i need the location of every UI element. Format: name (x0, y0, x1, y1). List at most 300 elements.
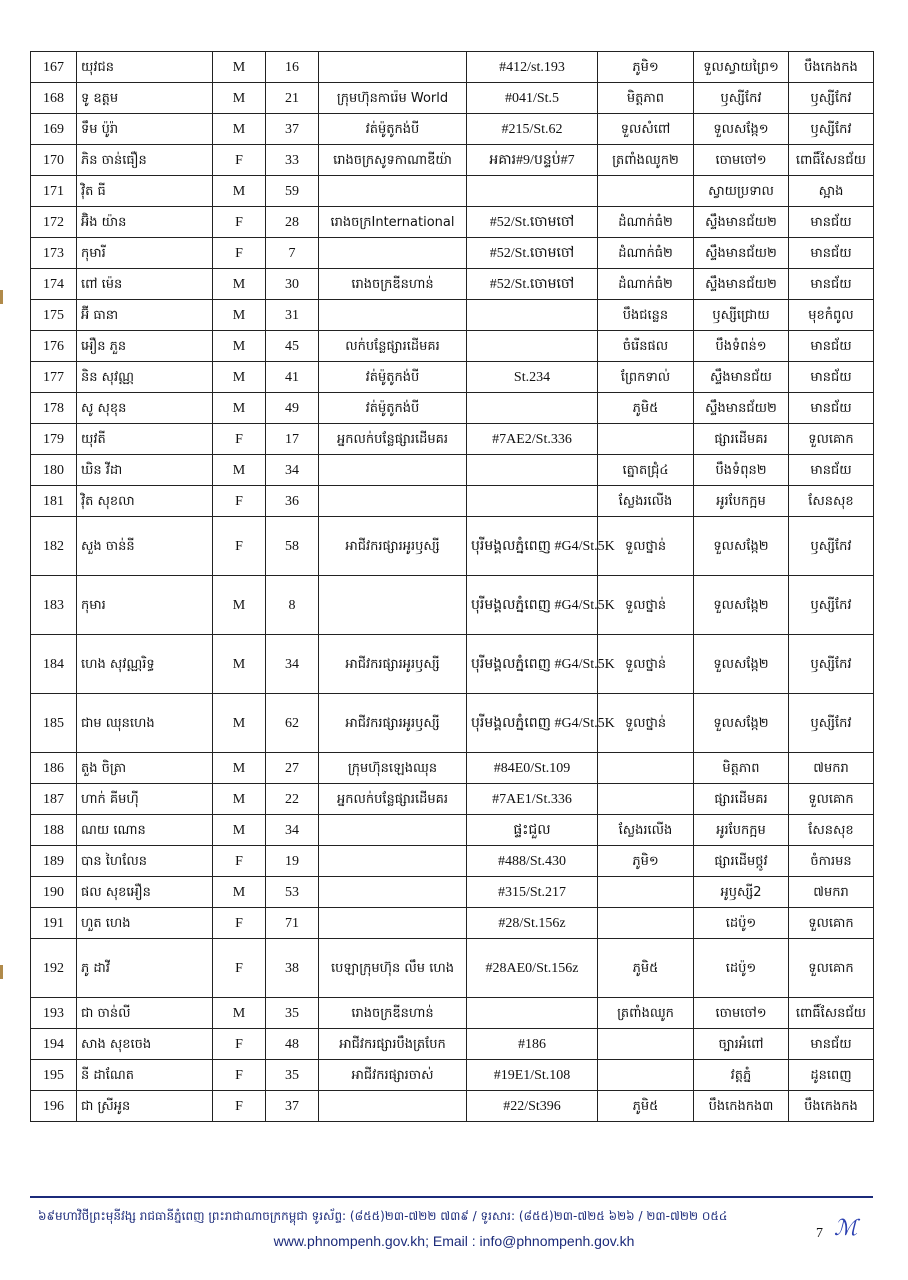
person-name: នី ដាណែត (77, 1060, 213, 1091)
person-name: បាន ហៃលែន (77, 846, 213, 877)
commune-cell: បឹងទំពន់១ (694, 331, 789, 362)
sex-cell: F (213, 238, 266, 269)
house-address-cell (467, 455, 598, 486)
house-address-cell: #84E0/St.109 (467, 753, 598, 784)
district-cell: មានជ័យ (789, 331, 874, 362)
table-row (31, 753, 874, 784)
occupation-cell: ក្រុមហ៊ុនការ៉េម World (319, 83, 467, 114)
person-name: ផល សុខអឿន (77, 877, 213, 908)
commune-cell: ទួលស្វាយព្រៃ១ (694, 52, 789, 83)
commune-cell: ទួលសង្កែ២ (694, 576, 789, 635)
district-cell: ចំការមន (789, 846, 874, 877)
row-number: 184 (31, 635, 77, 694)
registry-table (30, 51, 874, 1122)
row-number: 181 (31, 486, 77, 517)
person-name: សាង សុខចេង (77, 1029, 213, 1060)
house-address-cell: #52/St.ចោមចៅ (467, 207, 598, 238)
sex-cell: F (213, 1060, 266, 1091)
district-cell: ពោធិ៍សែនជ័យ (789, 145, 874, 176)
person-name: អឿន ភួន (77, 331, 213, 362)
age-cell: 34 (266, 455, 319, 486)
table-row (31, 362, 874, 393)
occupation-cell (319, 176, 467, 207)
age-cell: 59 (266, 176, 319, 207)
commune-cell: ផ្សារដើមគរ (694, 784, 789, 815)
district-cell: ដូនពេញ (789, 1060, 874, 1091)
house-address-cell: #22/St396 (467, 1091, 598, 1122)
occupation-cell: រោងចក្រសូទកាណាឌីយ៉ា (319, 145, 467, 176)
age-cell: 19 (266, 846, 319, 877)
village-cell: ដំណាក់ធំ២ (598, 238, 694, 269)
house-address-cell: #52/St.ចោមចៅ (467, 269, 598, 300)
age-cell: 31 (266, 300, 319, 331)
age-cell: 62 (266, 694, 319, 753)
sex-cell: M (213, 753, 266, 784)
district-cell: មានជ័យ (789, 362, 874, 393)
village-cell (598, 908, 694, 939)
person-name: ជាម ឈុនហេង (77, 694, 213, 753)
table-row (31, 331, 874, 362)
occupation-cell (319, 846, 467, 877)
district-cell: មានជ័យ (789, 269, 874, 300)
district-cell: ឫស្សីកែវ (789, 517, 874, 576)
occupation-cell: អាជីវករផ្សារអូរឫស្សី (319, 517, 467, 576)
village-cell: ភូមិ១ (598, 52, 694, 83)
age-cell: 35 (266, 1060, 319, 1091)
person-name: វ៉ិត ធី (77, 176, 213, 207)
handwritten-initials: ℳ (834, 1216, 858, 1241)
sex-cell: M (213, 576, 266, 635)
table-row (31, 300, 874, 331)
commune-cell: ស្វាយប្រទាល (694, 176, 789, 207)
district-cell: មុខកំពូល (789, 300, 874, 331)
row-number: 172 (31, 207, 77, 238)
table-row (31, 455, 874, 486)
commune-cell: ដេប៉ូ១ (694, 908, 789, 939)
row-number: 187 (31, 784, 77, 815)
district-cell: ពោធិ៍សែនជ័យ (789, 998, 874, 1029)
person-name: ភិន ចាន់ធឿន (77, 145, 213, 176)
age-cell: 58 (266, 517, 319, 576)
house-address-cell: #315/St.217 (467, 877, 598, 908)
person-name: តួង ចិត្រា (77, 753, 213, 784)
commune-cell: ស្ទឹងមានជ័យ២ (694, 238, 789, 269)
person-name: ឃិន វីដា (77, 455, 213, 486)
commune-cell: បឹងទំពុន២ (694, 455, 789, 486)
row-number: 176 (31, 331, 77, 362)
house-address-cell (467, 176, 598, 207)
district-cell: ឫស្សីកែវ (789, 83, 874, 114)
table-row (31, 1091, 874, 1122)
occupation-cell: វត់ម៉ូតូកង់បី (319, 114, 467, 145)
village-cell: ត្រពាំងឈូក២ (598, 145, 694, 176)
left-edge-mark (0, 965, 3, 979)
house-address-cell: #7AE2/St.336 (467, 424, 598, 455)
house-address-cell: #041/St.5 (467, 83, 598, 114)
table-row (31, 176, 874, 207)
person-name: ជា ចាន់លី (77, 998, 213, 1029)
occupation-cell: បេឡាក្រុមហ៊ុន លឹម ហេង (319, 939, 467, 998)
village-cell (598, 784, 694, 815)
table-row (31, 1060, 874, 1091)
table-row (31, 576, 874, 635)
row-number: 188 (31, 815, 77, 846)
row-number: 192 (31, 939, 77, 998)
row-number: 180 (31, 455, 77, 486)
age-cell: 21 (266, 83, 319, 114)
row-number: 175 (31, 300, 77, 331)
sex-cell: M (213, 269, 266, 300)
sex-cell: F (213, 207, 266, 238)
row-number: 170 (31, 145, 77, 176)
person-name: ទូ ឧត្តម (77, 83, 213, 114)
village-cell (598, 176, 694, 207)
row-number: 193 (31, 998, 77, 1029)
sex-cell: M (213, 114, 266, 145)
row-number: 186 (31, 753, 77, 784)
person-name: សូ សុខុន (77, 393, 213, 424)
age-cell: 8 (266, 576, 319, 635)
house-address-cell: បុរីមង្គលភ្នំពេញ #G4/St.5K (467, 635, 598, 694)
house-address-cell: #28AE0/St.156z (467, 939, 598, 998)
table-row (31, 815, 874, 846)
row-number: 185 (31, 694, 77, 753)
district-cell: ៧មករា (789, 877, 874, 908)
table-row (31, 939, 874, 998)
sex-cell: M (213, 176, 266, 207)
age-cell: 35 (266, 998, 319, 1029)
person-name: កុមារី (77, 238, 213, 269)
age-cell: 45 (266, 331, 319, 362)
row-number: 168 (31, 83, 77, 114)
age-cell: 34 (266, 815, 319, 846)
sex-cell: M (213, 998, 266, 1029)
footer-divider (30, 1196, 873, 1198)
age-cell: 7 (266, 238, 319, 269)
district-cell: មានជ័យ (789, 1029, 874, 1060)
commune-cell: អូឫស្សី2 (694, 877, 789, 908)
district-cell: ៧មករា (789, 753, 874, 784)
village-cell: ភូមិ៥ (598, 393, 694, 424)
sex-cell: M (213, 362, 266, 393)
sex-cell: M (213, 455, 266, 486)
house-address-cell (467, 300, 598, 331)
sex-cell: M (213, 83, 266, 114)
table-row (31, 207, 874, 238)
house-address-cell (467, 393, 598, 424)
row-number: 195 (31, 1060, 77, 1091)
row-number: 194 (31, 1029, 77, 1060)
person-name: អ៊ិង យ៉ាន (77, 207, 213, 238)
sex-cell: M (213, 815, 266, 846)
house-address-cell (467, 331, 598, 362)
house-address-cell: #186 (467, 1029, 598, 1060)
sex-cell: F (213, 846, 266, 877)
village-cell (598, 424, 694, 455)
district-cell: ឫស្សីកែវ (789, 114, 874, 145)
age-cell: 37 (266, 1091, 319, 1122)
occupation-cell (319, 877, 467, 908)
age-cell: 27 (266, 753, 319, 784)
commune-cell: ទួលសង្កែ១ (694, 114, 789, 145)
village-cell: ទួលថ្នាន់ (598, 694, 694, 753)
district-cell: បឹងកេងកង (789, 52, 874, 83)
page-number: 7 (816, 1226, 823, 1241)
row-number: 190 (31, 877, 77, 908)
occupation-cell: ក្រុមហ៊ុនឡេងឈុន (319, 753, 467, 784)
sex-cell: M (213, 877, 266, 908)
village-cell: ភូមិ៥ (598, 939, 694, 998)
village-cell: បឹងជន្លេន (598, 300, 694, 331)
row-number: 174 (31, 269, 77, 300)
age-cell: 22 (266, 784, 319, 815)
sex-cell: F (213, 424, 266, 455)
village-cell: ភូមិ៥ (598, 1091, 694, 1122)
person-name: ភូ ដាវី (77, 939, 213, 998)
sex-cell: F (213, 1029, 266, 1060)
occupation-cell: រោងចក្រឌីនហាន់ (319, 269, 467, 300)
table-row (31, 908, 874, 939)
commune-cell: វត្តភ្នំ (694, 1060, 789, 1091)
sex-cell: M (213, 300, 266, 331)
village-cell: ទួលថ្នាន់ (598, 635, 694, 694)
age-cell: 16 (266, 52, 319, 83)
occupation-cell (319, 486, 467, 517)
row-number: 177 (31, 362, 77, 393)
person-name: សួង ចាន់នី (77, 517, 213, 576)
table-row (31, 238, 874, 269)
age-cell: 34 (266, 635, 319, 694)
occupation-cell (319, 576, 467, 635)
house-address-cell (467, 998, 598, 1029)
sex-cell: F (213, 145, 266, 176)
village-cell: ត្នោតជ្រុំ៤ (598, 455, 694, 486)
occupation-cell: អាជីវករផ្សារអូរឫស្សី (319, 635, 467, 694)
table-row (31, 694, 874, 753)
commune-cell: ស្ទឹងមានជ័យ២ (694, 269, 789, 300)
village-cell: ត្រពាំងឈូក (598, 998, 694, 1029)
table-row (31, 393, 874, 424)
row-number: 196 (31, 1091, 77, 1122)
commune-cell: ច្បារអំពៅ (694, 1029, 789, 1060)
age-cell: 41 (266, 362, 319, 393)
row-number: 173 (31, 238, 77, 269)
row-number: 189 (31, 846, 77, 877)
sex-cell: F (213, 517, 266, 576)
district-cell: ទួលគោក (789, 939, 874, 998)
house-address-cell: អគារ#9/បន្ទប់#7 (467, 145, 598, 176)
house-address-cell: #488/St.430 (467, 846, 598, 877)
age-cell: 30 (266, 269, 319, 300)
village-cell: ទួលថ្នាន់ (598, 576, 694, 635)
occupation-cell: លក់បន្លែផ្សារដើមគរ (319, 331, 467, 362)
age-cell: 53 (266, 877, 319, 908)
person-name: ហាក់ គីមហ៊ី (77, 784, 213, 815)
person-name: ណយ ណោន (77, 815, 213, 846)
age-cell: 71 (266, 908, 319, 939)
table-row (31, 145, 874, 176)
table-row (31, 846, 874, 877)
district-cell: ទួលគោក (789, 908, 874, 939)
commune-cell: បឹងកេងកង៣ (694, 1091, 789, 1122)
table-row (31, 877, 874, 908)
village-cell: ទួលសំពៅ (598, 114, 694, 145)
commune-cell: ទួលសង្កែ២ (694, 694, 789, 753)
house-address-cell: បុរីមង្គលភ្នំពេញ #G4/St.5K (467, 694, 598, 753)
commune-cell: មិត្តភាព (694, 753, 789, 784)
table-row (31, 83, 874, 114)
left-edge-mark (0, 290, 3, 304)
row-number: 167 (31, 52, 77, 83)
age-cell: 37 (266, 114, 319, 145)
table-row (31, 114, 874, 145)
village-cell: ភូមិ១ (598, 846, 694, 877)
age-cell: 49 (266, 393, 319, 424)
occupation-cell: អាជីវករផ្សារចាស់ (319, 1060, 467, 1091)
occupation-cell (319, 238, 467, 269)
house-address-cell: #412/st.193 (467, 52, 598, 83)
age-cell: 33 (266, 145, 319, 176)
sex-cell: M (213, 393, 266, 424)
village-cell: ដំណាក់ធំ២ (598, 207, 694, 238)
footer-address: ៦៩មហាវិថីព្រះមុនីវង្ស រាជធានីភ្នំពេញ ព្រះរាជាណាចក្រកម្ពុជា ទូរស័ព្ទ: (៨៥៥)២៣-៧២២ ៧៣៩ / ទូរសារ: (៨៥៥)២៣-៧២៥ ៦២៦ / ២៣-៧២២ ០៥៤ (38, 1209, 728, 1223)
district-cell: មានជ័យ (789, 238, 874, 269)
house-address-cell: #28/St.156z (467, 908, 598, 939)
district-cell: ស្អាង (789, 176, 874, 207)
table-row (31, 424, 874, 455)
commune-cell: ចោមចៅ១ (694, 145, 789, 176)
village-cell: មិត្តភាព (598, 83, 694, 114)
occupation-cell: វត់ម៉ូតូកង់បី (319, 393, 467, 424)
district-cell: បឹងកេងកង (789, 1091, 874, 1122)
table-row (31, 635, 874, 694)
village-cell: ស្លែងរលើង (598, 815, 694, 846)
commune-cell: អូរបែកក្អម (694, 815, 789, 846)
table-row (31, 269, 874, 300)
occupation-cell (319, 815, 467, 846)
district-cell: ទួលគោក (789, 784, 874, 815)
house-address-cell (467, 486, 598, 517)
person-name: កុមារ (77, 576, 213, 635)
house-address-cell: បុរីមង្គលភ្នំពេញ #G4/St.5K (467, 576, 598, 635)
sex-cell: F (213, 1091, 266, 1122)
sex-cell: F (213, 486, 266, 517)
district-cell: មានជ័យ (789, 393, 874, 424)
occupation-cell: អ្នកលក់បន្លែផ្សារដើមគរ (319, 424, 467, 455)
person-name: ហេង សុវណ្ណរិទ្ធ (77, 635, 213, 694)
occupation-cell: រោងចក្រឌីនហាន់ (319, 998, 467, 1029)
commune-cell: ឫស្សីកែវ (694, 83, 789, 114)
table-row (31, 517, 874, 576)
table-row (31, 486, 874, 517)
district-cell: ឫស្សីកែវ (789, 635, 874, 694)
commune-cell: ស្ទឹងមានជ័យ២ (694, 393, 789, 424)
table-row (31, 1029, 874, 1060)
registry-sheet (30, 51, 873, 1122)
occupation-cell (319, 1091, 467, 1122)
occupation-cell (319, 52, 467, 83)
village-cell: ស្លែងរលើង (598, 486, 694, 517)
footer-contact: www.phnompenh.gov.kh; Email : info@phnompenh.gov.kh (273, 1233, 635, 1249)
district-cell: មានជ័យ (789, 455, 874, 486)
house-address-cell: #52/St.ចោមចៅ (467, 238, 598, 269)
person-name: ជា ស្រីអូន (77, 1091, 213, 1122)
occupation-cell (319, 908, 467, 939)
occupation-cell: អាជីវករផ្សារអូរឫស្សី (319, 694, 467, 753)
house-address-cell: ផ្ទះជួល (467, 815, 598, 846)
person-name: យុវជន (77, 52, 213, 83)
commune-cell: ស្ទឹងមានជ័យ (694, 362, 789, 393)
district-cell: មានជ័យ (789, 207, 874, 238)
house-address-cell: បុរីមង្គលភ្នំពេញ #G4/St.5K (467, 517, 598, 576)
age-cell: 28 (266, 207, 319, 238)
sex-cell: M (213, 694, 266, 753)
age-cell: 17 (266, 424, 319, 455)
house-address-cell: #215/St.62 (467, 114, 598, 145)
occupation-cell: អាជីវករផ្សារបឹងត្របែក (319, 1029, 467, 1060)
village-cell: ទួលថ្នាន់ (598, 517, 694, 576)
person-name: ពៅ ម៉េន (77, 269, 213, 300)
sex-cell: F (213, 939, 266, 998)
sex-cell: M (213, 331, 266, 362)
village-cell: ចំរើនផល (598, 331, 694, 362)
row-number: 191 (31, 908, 77, 939)
district-cell: សែនសុខ (789, 815, 874, 846)
commune-cell: ចោមចៅ១ (694, 998, 789, 1029)
occupation-cell: រោងចក្រInternational (319, 207, 467, 238)
age-cell: 48 (266, 1029, 319, 1060)
commune-cell: ទួលសង្កែ២ (694, 517, 789, 576)
village-cell (598, 877, 694, 908)
district-cell: ទួលគោក (789, 424, 874, 455)
age-cell: 38 (266, 939, 319, 998)
table-row (31, 784, 874, 815)
sex-cell: M (213, 52, 266, 83)
sex-cell: M (213, 784, 266, 815)
district-cell: សែនសុខ (789, 486, 874, 517)
village-cell (598, 1060, 694, 1091)
commune-cell: ផ្សារដើមថ្កូវ (694, 846, 789, 877)
row-number: 183 (31, 576, 77, 635)
district-cell: ឫស្សីកែវ (789, 576, 874, 635)
occupation-cell (319, 300, 467, 331)
sex-cell: F (213, 908, 266, 939)
registry-body (31, 52, 874, 1122)
person-name: យុវតី (77, 424, 213, 455)
commune-cell: ផ្សារដើមគរ (694, 424, 789, 455)
table-row (31, 52, 874, 83)
age-cell: 36 (266, 486, 319, 517)
commune-cell: ទួលសង្កែ២ (694, 635, 789, 694)
occupation-cell: វត់ម៉ូតូកង់បី (319, 362, 467, 393)
commune-cell: អូរបែកក្អម (694, 486, 789, 517)
table-row (31, 998, 874, 1029)
row-number: 178 (31, 393, 77, 424)
person-name: ហួត ហេង (77, 908, 213, 939)
row-number: 171 (31, 176, 77, 207)
occupation-cell: អ្នកលក់បន្លែផ្សារដើមគរ (319, 784, 467, 815)
village-cell: ដំណាក់ធំ២ (598, 269, 694, 300)
row-number: 179 (31, 424, 77, 455)
row-number: 182 (31, 517, 77, 576)
village-cell: ព្រែកទាល់ (598, 362, 694, 393)
district-cell: ឫស្សីកែវ (789, 694, 874, 753)
commune-cell: ឫស្សីជ្រោយ (694, 300, 789, 331)
person-name: ទឹម ប៉ូរ៉ា (77, 114, 213, 145)
person-name: និន សុវណ្ណ (77, 362, 213, 393)
person-name: អ៊ី ធានា (77, 300, 213, 331)
commune-cell: ដេប៉ូ១ (694, 939, 789, 998)
